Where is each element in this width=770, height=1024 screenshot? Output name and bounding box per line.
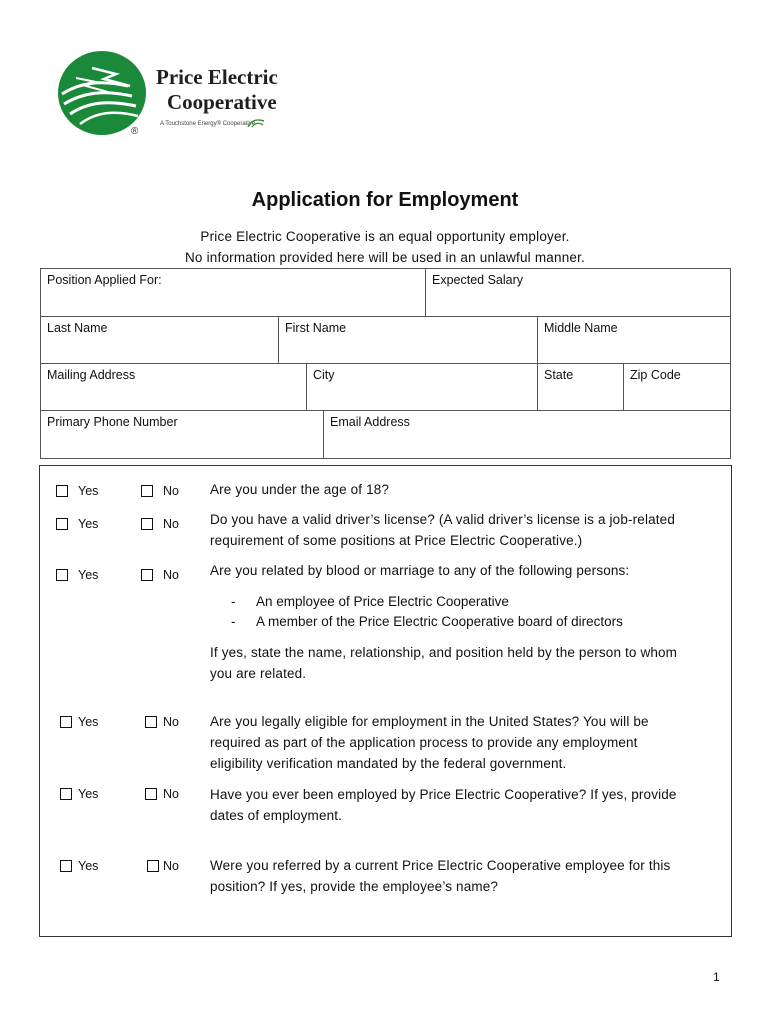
middle-name-label: Middle Name [544, 321, 618, 335]
city-label: City [313, 368, 335, 382]
city-field[interactable] [307, 364, 538, 411]
q4-no-checkbox[interactable] [145, 716, 157, 728]
q5-no-checkbox[interactable] [145, 788, 157, 800]
q6-yes-label: Yes [78, 859, 99, 873]
first-name-label: First Name [285, 321, 347, 335]
q3-followup-text: If yes, state the name, relationship, and position held by the person to whom you are related. [210, 645, 678, 681]
q5-yes-checkbox[interactable] [60, 788, 72, 800]
page-title: Application for Employment [251, 189, 519, 211]
q6-no-checkbox[interactable] [147, 860, 159, 872]
zip-code-field[interactable] [624, 364, 730, 411]
expected-salary-field[interactable] [426, 269, 730, 317]
page-number: 1 [713, 970, 720, 984]
q3-no-label: No [163, 568, 179, 582]
email-address-label: Email Address [330, 415, 410, 429]
q3-bullet-marker: - [231, 614, 236, 629]
mailing-address-field[interactable] [41, 364, 307, 411]
q6-no-label: No [163, 859, 179, 873]
first-name-field[interactable] [279, 317, 538, 364]
mailing-address-label: Mailing Address [47, 368, 136, 382]
state-field[interactable] [538, 364, 624, 411]
q3-bullet-employee: An employee of Price Electric Cooperative [256, 594, 509, 609]
expected-salary-label: Expected Salary [432, 273, 524, 287]
q1-yes-checkbox[interactable] [56, 485, 68, 497]
q5-yes-label: Yes [78, 787, 99, 801]
email-address-field[interactable] [324, 411, 730, 458]
q3-text: Are you related by blood or marriage to any of the following persons: [210, 563, 630, 578]
logo-name-line1: Price Electric [156, 65, 278, 89]
logo-emblem-icon [56, 48, 148, 138]
q4-yes-label: Yes [78, 715, 99, 729]
q1-no-label: No [163, 484, 179, 498]
touchstone-leaf-icon [246, 117, 266, 129]
q3-no-checkbox[interactable] [141, 569, 153, 581]
logo-tagline: A Touchstone Energy® Cooperative [160, 121, 256, 127]
applicant-info-grid [40, 268, 731, 459]
privacy-statement: No information provided here will be used in an unlawful manner. [184, 250, 586, 265]
q1-no-checkbox[interactable] [141, 485, 153, 497]
q5-text: Have you ever been employed by Price Electric Cooperative? If yes, provide dates of employment. [210, 787, 677, 823]
q3-yes-checkbox[interactable] [56, 569, 68, 581]
q3-bullet-board: A member of the Price Electric Cooperative board of directors [256, 614, 623, 629]
q6-text: Were you referred by a current Price Electric Cooperative employee for this position? If yes, provide the employee’s name? [210, 858, 671, 894]
middle-name-field[interactable] [538, 317, 730, 364]
q2-no-label: No [163, 517, 179, 531]
q3-yes-label: Yes [78, 568, 99, 582]
primary-phone-label: Primary Phone Number [47, 415, 178, 429]
q4-no-label: No [163, 715, 179, 729]
state-label: State [544, 368, 574, 382]
q4-text: Are you legally eligible for employment in the United States? You will be required as part of the application process to provide any employment eligibility verification mandated by the federal government. [210, 714, 649, 771]
q3-bullet-marker: - [231, 594, 236, 609]
q4-yes-checkbox[interactable] [60, 716, 72, 728]
q2-yes-checkbox[interactable] [56, 518, 68, 530]
zip-code-label: Zip Code [630, 368, 681, 382]
last-name-label: Last Name [47, 321, 108, 335]
last-name-field[interactable] [41, 317, 279, 364]
position-applied-field[interactable] [41, 269, 426, 317]
registered-mark: ® [131, 126, 139, 137]
eeo-statement: Price Electric Cooperative is an equal opportunity employer. [200, 229, 570, 244]
q6-yes-checkbox[interactable] [60, 860, 72, 872]
q5-no-label: No [163, 787, 179, 801]
q1-text: Are you under the age of 18? [210, 482, 390, 497]
primary-phone-field[interactable] [41, 411, 324, 458]
q2-yes-label: Yes [78, 517, 99, 531]
q1-yes-label: Yes [78, 484, 99, 498]
position-applied-label: Position Applied For: [47, 273, 162, 287]
q2-no-checkbox[interactable] [141, 518, 153, 530]
q2-text: Do you have a valid driver’s license? (A valid driver’s license is a job-related requirement of some positions at Price Electric Cooperative.) [210, 512, 675, 548]
logo-name-line2: Cooperative [167, 90, 277, 114]
